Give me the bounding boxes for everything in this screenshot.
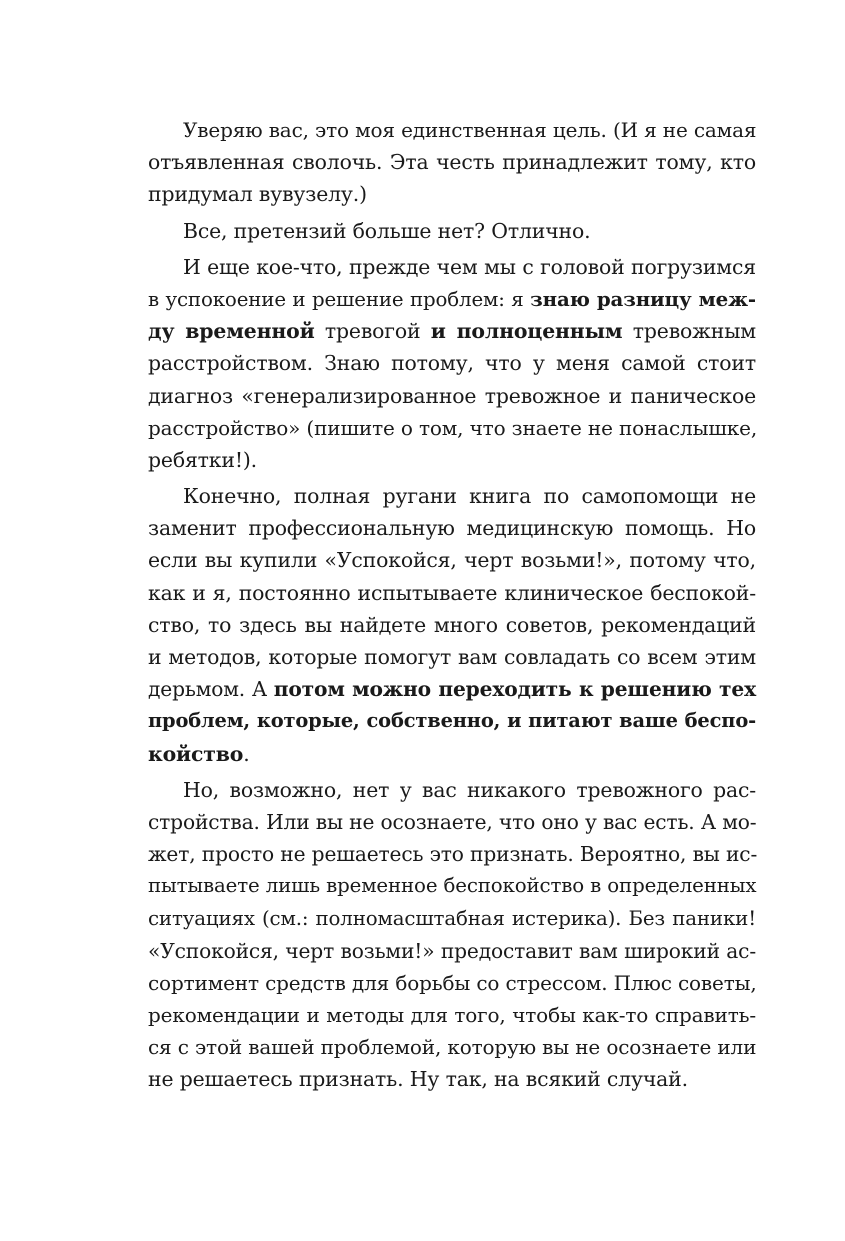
text-line: ребятки!). [148,447,258,472]
bold-emphasis: койство [148,741,244,766]
bold-emphasis: проблем, которые, собственно, и питают ваше беспо- [148,709,756,733]
text-line: койство. [148,741,250,766]
text-line: жет, просто не решаетесь это признать. Вероятно, вы ис- [148,842,758,867]
text-line: И еще кое-что, прежде чем мы с головой погрузимся [183,254,756,279]
text-line: стройства. Или вы не осознаете, что оно у вас есть. А мо- [148,809,757,834]
text-line: и методов, которые помогут вам совладать со всем этим [148,645,756,669]
paragraph [148,480,756,770]
bold-emphasis: знаю разницу меж- [530,286,756,311]
paragraph [148,774,756,1096]
text-line: пытываете лишь временное беспокойство в определенных [148,874,757,898]
text-line: как и я, постоянно испытываете клиническое беспокой- [148,580,756,605]
text-line [148,705,756,737]
text-line: дерьмом. А потом можно переходить к решению тех [148,677,756,702]
text-line: отъявленная сволочь. Эта честь принадлежит тому, кто [148,150,756,175]
text-line: расстройство» (пишите о том, что знаете не понаслышке, [148,415,758,440]
text-line: сортимент средств для борьбы со стрессом. Плюс советы, [148,970,757,995]
text-line: в успокоение и решение проблем: я знаю разницу меж- [148,286,756,311]
text-line: Но, возможно, нет у вас никакого тревожного рас- [183,777,756,802]
text-line: ду временной тревогой и полноценным тревожным [148,319,756,344]
paragraph [148,215,756,247]
bold-emphasis: и полноценным [430,319,623,344]
text-line: Уверяю вас, это моя единственная цель. (И я не самая [183,118,757,142]
paragraph [148,114,756,211]
bold-emphasis: ду временной [148,319,315,344]
bold-emphasis: потом можно переходить к решению тех [273,677,756,702]
text-line: Конечно, полная ругани книга по самопомощи не [183,484,756,509]
text-line: ство, то здесь вы найдете много советов, рекомендаций [148,612,756,637]
text-line: заменит профессиональную медицинскую помощь. Но [148,516,756,541]
text-line: Все, претензий больше нет? Отлично. [183,218,591,243]
paragraph [148,251,756,476]
text-line: не решаетесь признать. Ну так, на всякий случай. [148,1067,688,1092]
text-line: ситуациях (см.: полномасштабная истерика). Без паники! [148,906,756,930]
text-line: расстройством. Знаю потому, что у меня самой стоит [148,351,756,376]
text-line: рекомендации и методы для того, чтобы как-то справить- [148,1003,756,1028]
text-line: ся с этой вашей проблемой, которую вы не осознаете или [148,1035,757,1060]
text-line: «Успокойся, черт возьми!» предоставит вам широкий ас- [148,938,756,963]
text-line: придумал вувузелу.) [148,182,367,207]
book-page [148,114,756,1096]
text-line: диагноз «генерализированное тревожное и паническое [148,383,756,408]
text-line: если вы купили «Успокойся, черт возьми!», потому что, [148,548,756,573]
